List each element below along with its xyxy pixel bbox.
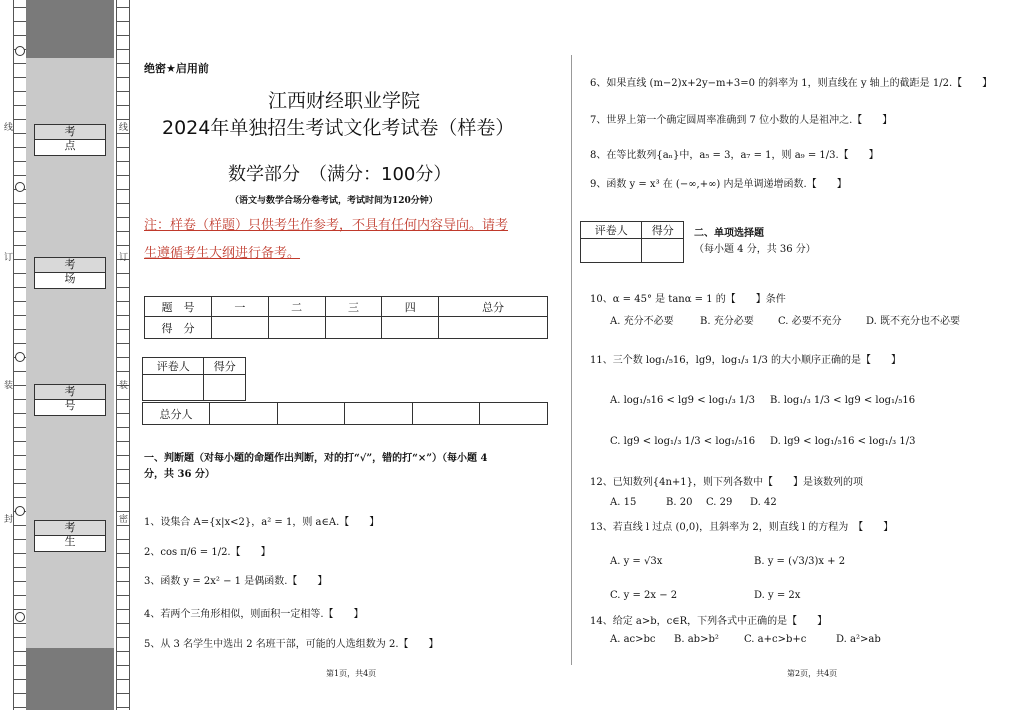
q13-option-c: C. y = 2x − 2 [610, 590, 678, 601]
question-4: 4、若两个三角形相似，则面积一定相等.【 】 [144, 609, 364, 620]
q14-option-b: B. ab>b² [674, 634, 719, 645]
q11-option-a: A. log₁/₅16 < lg9 < log₁/₃ 1/3 [610, 395, 756, 406]
candidate-label: 考生 [35, 521, 105, 536]
grader-label: 评卷人 [143, 358, 204, 375]
punch-hole [15, 352, 25, 362]
page-footer-right: 第2页，共4页 [787, 669, 838, 678]
q12-option-c: C. 29 [706, 497, 733, 508]
q12-option-b: B. 20 [666, 497, 693, 508]
question-11: 11、三个数 log₁/₅16，lg9，log₁/₃ 1/3 的大小顺序正确的是【 】 [590, 355, 902, 366]
total-label: 总分人 [143, 403, 210, 425]
secret-mark: 绝密★启用前 [144, 63, 209, 75]
exam-number-box[interactable] [34, 384, 106, 416]
exam-room-label: 考场 [35, 258, 105, 273]
question-12: 12、已知数列{4n+1}，则下列各数中【 】是该数列的项 [590, 477, 863, 488]
q14-option-a: A. ac>bc [610, 634, 656, 645]
page-divider [571, 55, 572, 665]
q12-option-a: A. 15 [610, 497, 637, 508]
grader-score-cell[interactable] [642, 239, 684, 263]
score-header-cell: 四 [382, 297, 439, 317]
question-3: 3、函数 y = 2x² − 1 是偶函数.【 】 [144, 576, 328, 587]
binding-char: 密 [119, 515, 129, 525]
score-label: 得分 [642, 222, 684, 239]
binding-char: 装 [4, 381, 14, 391]
question-2: 2、cos π/6 = 1/2.【 】 [144, 547, 271, 558]
exam-number-label: 考号 [35, 385, 105, 400]
q11-option-b: B. log₁/₃ 1/3 < lg9 < log₁/₅16 [770, 395, 916, 406]
q14-option-d: D. a²>ab [836, 634, 881, 645]
binding-bottom-block [26, 648, 114, 710]
q13-option-b: B. y = (√3/3)x + 2 [754, 556, 846, 567]
punch-hole [15, 612, 25, 622]
grader-table-1 [142, 357, 246, 401]
grader-cell[interactable] [581, 239, 642, 263]
score-table [144, 296, 548, 339]
total-cell[interactable] [480, 403, 548, 425]
part-title: 数学部分 （满分：100分） [228, 164, 452, 185]
q10-option-c: C. 必要不充分 [778, 316, 842, 327]
binding-top-block [26, 0, 114, 58]
question-14: 14、给定 a>b，c∈R，下列各式中正确的是【 】 [590, 616, 828, 627]
score-row-label: 得 分 [145, 317, 212, 339]
question-10: 10、α = 45° 是 tanα = 1 的【 】条件 [590, 294, 786, 305]
page-footer-left: 第1页，共4页 [326, 669, 377, 678]
question-13: 13、若直线 l 过点 (0,0)，且斜率为 2，则直线 l 的方程为 【 】 [590, 522, 894, 533]
binding-char: 装 [119, 381, 129, 391]
score-header-cell: 一 [212, 297, 269, 317]
q11-option-d: D. lg9 < log₁/₅16 < log₁/₃ 1/3 [770, 436, 916, 447]
candidate-box[interactable] [34, 520, 106, 552]
score-header-cell: 总分 [439, 297, 548, 317]
total-cell[interactable] [277, 403, 345, 425]
score-label: 得分 [204, 358, 246, 375]
score-header-cell: 题 号 [145, 297, 212, 317]
grader-table-2 [580, 221, 684, 263]
question-6: 6、如果直线 (m−2)x+2y−m+3=0 的斜率为 1，则直线在 y 轴上的截距是 1/2.【 】 [590, 78, 993, 89]
section1-heading-cont: 分，共 36 分） [144, 469, 215, 480]
q10-option-d: D. 既不充分也不必要 [866, 316, 961, 327]
score-cell[interactable] [382, 317, 439, 339]
notice-line-1: 注：样卷（样题）只供考生作参考，不具有任何内容导向。请考 [144, 218, 509, 233]
total-score-table [142, 402, 548, 425]
question-7: 7、世界上第一个确定圆周率准确到 7 位小数的人是祖冲之.【 】 [590, 115, 893, 126]
punch-hole [15, 182, 25, 192]
question-1: 1、设集合 A={x|x<2}，a² = 1，则 a∈A.【 】 [144, 517, 380, 528]
section2-subheading: （每小题 4 分，共 36 分） [694, 244, 816, 255]
exam-room-box[interactable] [34, 257, 106, 289]
section2-heading: 二、单项选择题 [694, 228, 764, 239]
q10-option-b: B. 充分必要 [700, 316, 754, 327]
score-cell[interactable] [325, 317, 382, 339]
q14-option-c: C. a+c>b+c [744, 634, 807, 645]
school-name: 江西财经职业学院 [268, 90, 421, 112]
binding-char: 封 [4, 515, 14, 525]
binding-char: 订 [4, 253, 14, 263]
score-header-cell: 三 [325, 297, 382, 317]
score-cell[interactable] [439, 317, 548, 339]
q12-option-d: D. 42 [750, 497, 777, 508]
score-cell[interactable] [212, 317, 269, 339]
q11-option-c: C. lg9 < log₁/₃ 1/3 < log₁/₅16 [610, 436, 756, 447]
question-5: 5、从 3 名学生中选出 2 名班干部，可能的人选组数为 2.【 】 [144, 639, 439, 650]
score-cell[interactable] [268, 317, 325, 339]
grader-label: 评卷人 [581, 222, 642, 239]
q10-option-a: A. 充分不必要 [610, 316, 674, 327]
exam-subtitle: （语文与数学合场分卷考试，考试时间为120分钟） [230, 196, 438, 206]
notice-line-2: 生遵循考生大纲进行备考。 [144, 246, 301, 261]
total-cell[interactable] [412, 403, 480, 425]
question-9: 9、函数 y = x³ 在 (−∞,+∞) 内是单调递增函数.【 】 [590, 179, 847, 190]
total-cell[interactable] [345, 403, 413, 425]
right-perforation [116, 0, 130, 710]
score-header-cell: 二 [268, 297, 325, 317]
binding-char: 订 [119, 253, 129, 263]
grader-cell[interactable] [143, 375, 204, 401]
punch-hole [15, 506, 25, 516]
exam-title: 2024年单独招生考试文化考试卷（样卷） [162, 117, 515, 139]
punch-hole [15, 46, 25, 56]
total-cell[interactable] [210, 403, 278, 425]
q13-option-d: D. y = 2x [754, 590, 801, 601]
binding-char: 线 [4, 123, 14, 133]
question-8: 8、在等比数列{aₙ}中，a₅ = 3，a₇ = 1，则 a₉ = 1/3.【 】 [590, 150, 879, 161]
exam-site-box[interactable] [34, 124, 106, 156]
binding-char: 线 [119, 123, 129, 133]
q13-option-a: A. y = √3x [610, 556, 663, 567]
exam-site-label: 考点 [35, 125, 105, 140]
grader-score-cell[interactable] [204, 375, 246, 401]
section1-heading: 一、判断题（对每小题的命题作出判断，对的打“√”，错的打“×”）（每小题 4 [144, 453, 488, 464]
